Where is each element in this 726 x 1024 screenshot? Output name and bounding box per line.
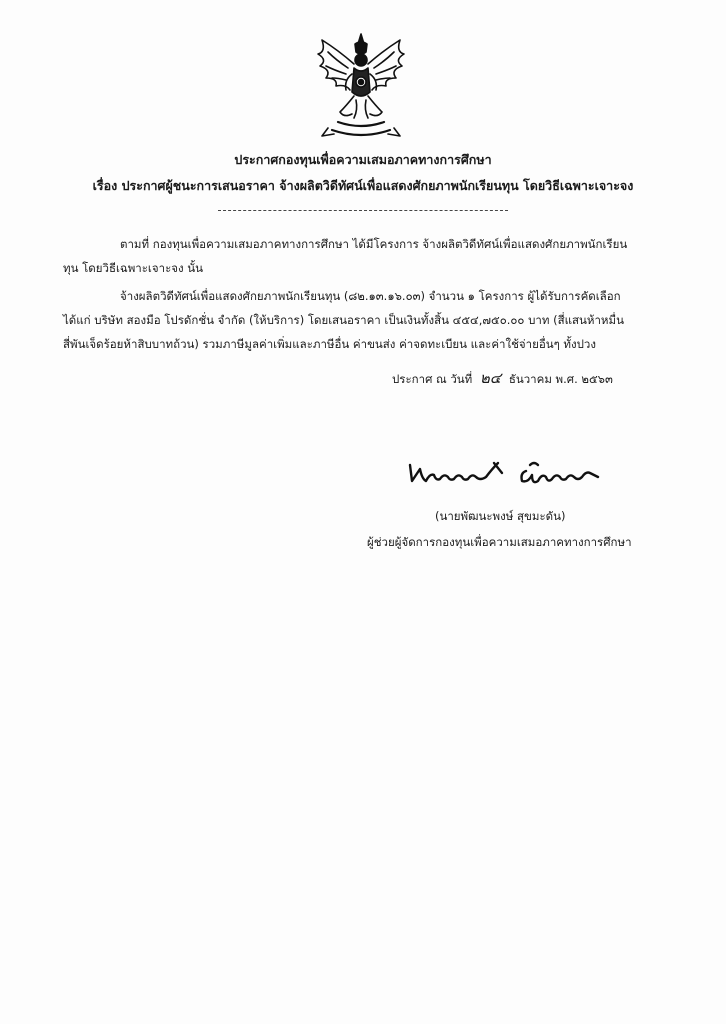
signatory-position: ผู้ช่วยผู้จัดการกองทุนเพื่อความเสมอภาคทางการศึกษา: [367, 535, 632, 549]
signatory-name: (นายพัฒนะพงษ์ สุขมะดัน): [435, 509, 566, 523]
announcement-day: ๒๔: [479, 369, 502, 387]
announcement-date: [392, 370, 613, 387]
announcement-title: ประกาศกองทุนเพื่อความเสมอภาคทางการศึกษา: [234, 152, 492, 167]
announcement-subject: เรื่อง ประกาศผู้ชนะการเสนอราคา จ้างผลิตวิดีทัศน์เพื่อแสดงศักยภาพนักเรียนทุน โดยวิธีเฉพาะเจาะจง: [92, 178, 634, 193]
garuda-emblem-icon: [308, 30, 414, 142]
paragraph-2-line-3: สี่พันเจ็ดร้อยห้าสิบบาทถ้วน) รวมภาษีมูลค่าเพิ่มและภาษีอื่น ค่าขนส่ง ค่าจดทะเบียน และค่าใช้จ่ายอื่นๆ ทั้งปวง: [63, 337, 596, 351]
handwritten-signature: [402, 455, 607, 495]
paragraph-1-line-2: ทุน โดยวิธีเฉพาะเจาะจง นั้น: [63, 261, 203, 275]
paragraph-2-line-2: ได้แก่ บริษัท สองมือ โปรดักชั่น จำกัด (ให้บริการ) โดยเสนอราคา เป็นเงินทั้งสิ้น ๔๕๔,๗๕๐.๐๐ บาท (สี่แสนห้าหมื่น: [63, 313, 624, 327]
divider-line: [0, 206, 726, 216]
announcement-month-year: ธันวาคม พ.ศ. ๒๕๖๓: [508, 372, 613, 386]
paragraph-1-line-1: ตามที่ กองทุนเพื่อความเสมอภาคทางการศึกษา ได้มีโครงการ จ้างผลิตวิดีทัศน์เพื่อแสดงศักยภาพนักเรียน: [120, 237, 628, 251]
paragraph-2-line-1: จ้างผลิตวิดีทัศน์เพื่อแสดงศักยภาพนักเรียนทุน (๘๒.๑๓.๑๖.๐๓) จำนวน ๑ โครงการ ผู้ได้รับการคัดเลือก: [120, 289, 621, 303]
announcement-date-prefix: ประกาศ ณ วันที่: [392, 372, 473, 386]
